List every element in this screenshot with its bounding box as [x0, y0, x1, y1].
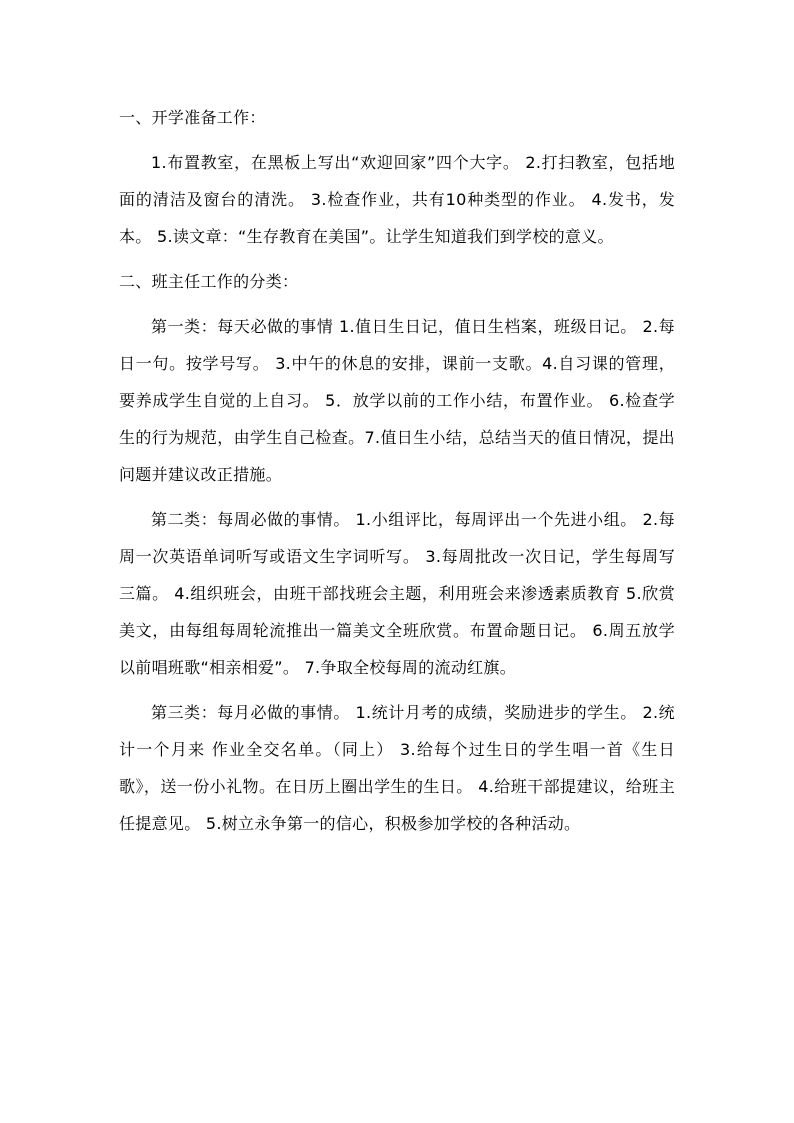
section-heading-classification: 二、班主任工作的分类： [119, 272, 299, 291]
weekly-tasks-paragraph: 第二类：每周必做的事情。 1.小组评比，每周评出一个先进小组。 2.每周一次英语单词听写或语文生字词听写。 3.每周批改一次日记，学生每周写三篇。 4.组织班会，由班干部找班会主题，利用班会来渗透素质教育 5.欣赏美文，由每组每周轮流推出一篇美文全班欣赏。布置命题日记。 6.周五放学以前唱班歌“相亲相爱”。 7.争取全校每周的流动红旗。 [119, 510, 675, 677]
monthly-tasks-paragraph: 第三类：每月必做的事情。 1.统计月考的成绩，奖励进步的学生。 2.统计一个月来 作业全交名单。（同上） 3.给每个过生日的学生唱一首《生日歌》，送一份小礼物。在日历上圈出学生的生日。 4.给班干部提建议，给班主任提意见。 5.树立永争第一的信心，积极参加学校的各种活动。 [119, 703, 675, 833]
preparation-paragraph: 1.布置教室，在黑板上写出“欢迎回家”四个大字。 2.打扫教室，包括地面的清洁及窗台的清洗。 3.检查作业，共有10种类型的作业。 4.发书，发本。 5.读文章：“生存教育在美国”。让学生知道我们到学校的意义。 [119, 153, 675, 246]
document-page [119, 99, 675, 842]
daily-tasks-paragraph: 第一类：每天必做的事情 1.值日生日记，值日生档案，班级日记。 2.每日一句。按学号写。 3.中午的休息的安排，课前一支歌。4.自习课的管理，要养成学生自觉的上自习。 5．放学以前的工作小结，布置作业。 6.检查学生的行为规范，由学生自己检查。7.值日生小结，总结当天的值日情况，提出问题并建议改正措施。 [119, 317, 675, 484]
section-heading-preparation: 一、开学准备工作： [119, 108, 266, 127]
